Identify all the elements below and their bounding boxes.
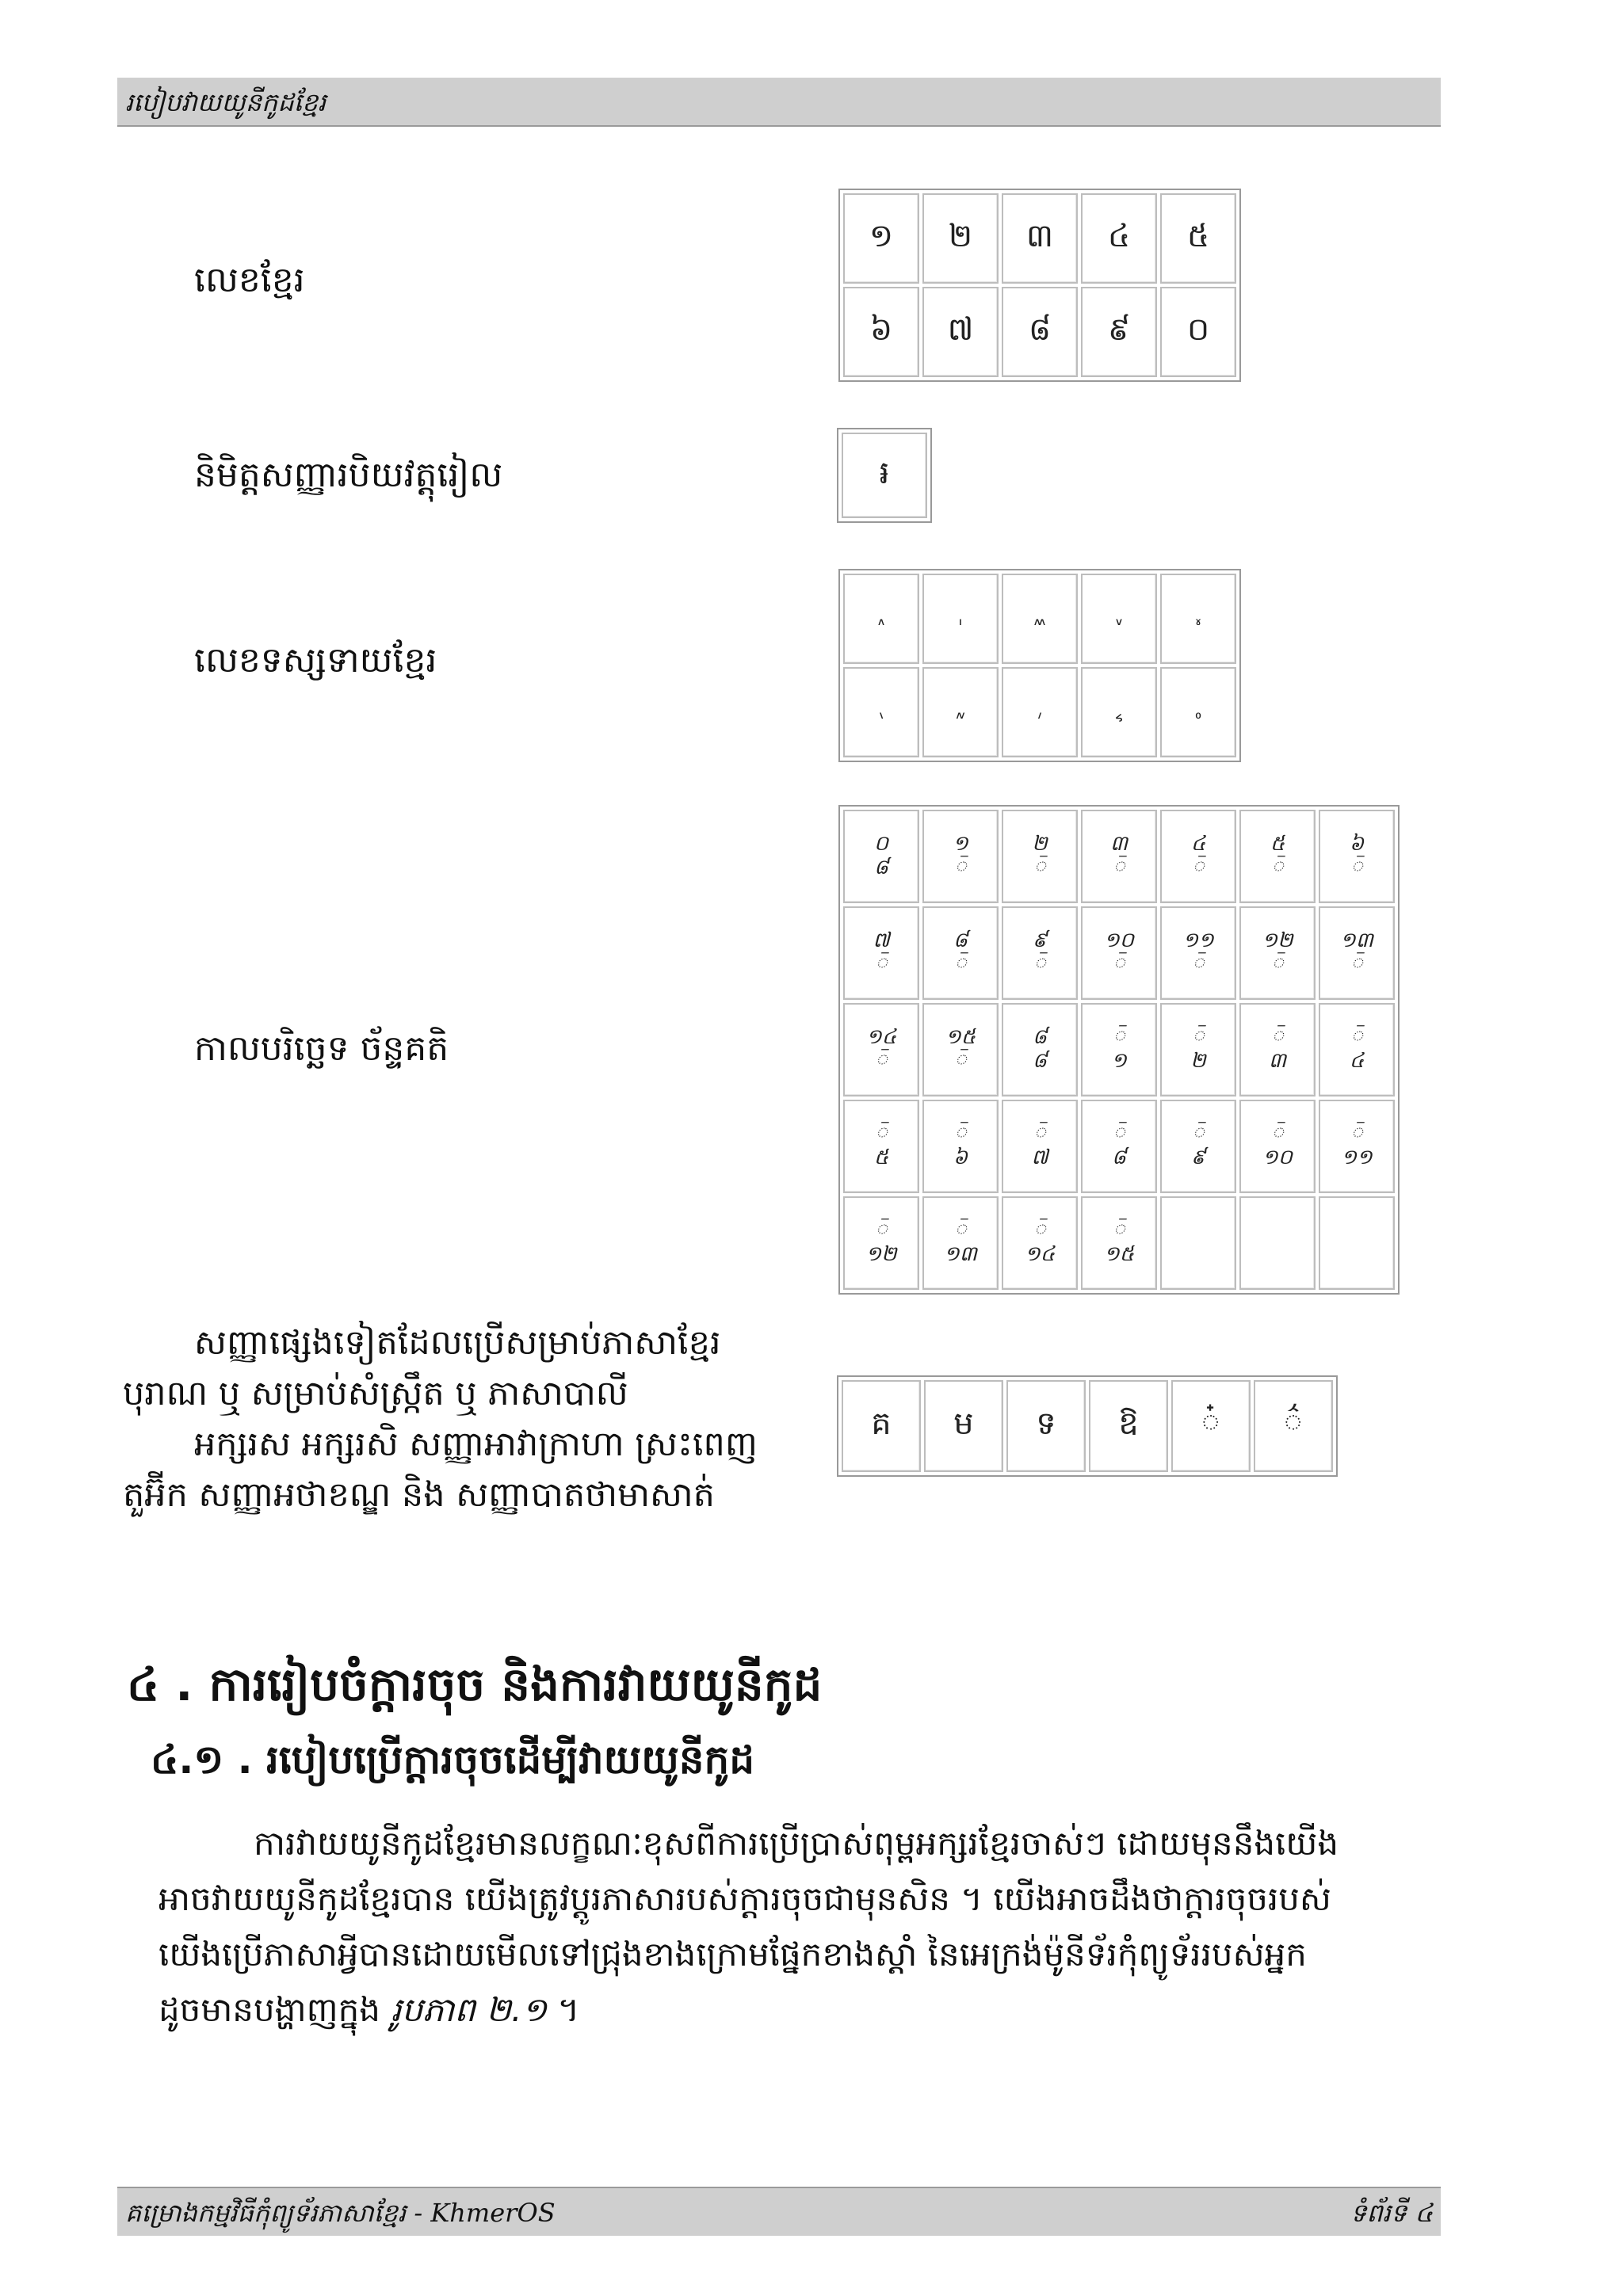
paragraph-line-3: យើងប្រើភាសាអ្វីបានដោយមើលទៅជ្រុងខាងក្រោមផ្នែកខាងស្ដាំ នៃអេក្រង់ម៉ូនីទ័រកុំព្យូទ័ររបស់អ្នក bbox=[158, 1935, 1307, 1974]
digit-cell: ៸ bbox=[1002, 667, 1078, 757]
lunar-cell: ២ ៑ bbox=[1002, 810, 1078, 903]
symbol-cell: ទ bbox=[1006, 1380, 1086, 1472]
lunar-dates-table bbox=[838, 805, 1400, 1295]
table-row bbox=[843, 193, 1236, 284]
lunar-cell: ១៣ ៑ bbox=[1319, 906, 1395, 1000]
lunar-cell: ១២ ៑ bbox=[1239, 906, 1316, 1000]
lunar-dates-label: កាលបរិច្ឆេទ ច័ន្ទគតិ bbox=[194, 1028, 449, 1069]
riel-sign-table bbox=[837, 428, 932, 523]
lunar-cell: ៑ ៧ bbox=[1002, 1100, 1078, 1193]
page-header bbox=[117, 78, 1441, 127]
khmer-digits-label: លេខខ្មែរ bbox=[194, 260, 305, 300]
lunar-cell: ៑ ១២ bbox=[843, 1196, 919, 1290]
lunar-cell: ១ ៑ bbox=[922, 810, 999, 903]
lunar-cell: ៦ ៑ bbox=[1319, 810, 1395, 903]
paragraph-line-4 bbox=[158, 1989, 579, 2038]
lunar-cell: ៑ ៣ bbox=[1239, 1003, 1316, 1097]
digit-cell: ៰ bbox=[1160, 667, 1236, 757]
lunar-cell: ៑ ១៤ bbox=[1002, 1196, 1078, 1290]
table-row bbox=[843, 810, 1395, 903]
digit-cell: ៲ bbox=[922, 574, 999, 664]
digit-cell: ៧ bbox=[922, 287, 999, 377]
lunar-cell: ៑ ១ bbox=[1081, 1003, 1157, 1097]
lunar-cell: ១១ ៑ bbox=[1160, 906, 1236, 1000]
paragraph-line-2: អាចវាយយូនីកូដខ្មែរបាន យើងត្រូវប្ដូរភាសារបស់ក្ដារចុចជាមុនសិន ។ យើងអាចដឹងថាក្ដារចុចរបស់ bbox=[158, 1879, 1331, 1918]
section-heading-4: ៤ . ការរៀបចំក្ដារចុច និងការវាយយូនីកូដ bbox=[127, 1657, 823, 1711]
digit-cell: ៵ bbox=[1160, 574, 1236, 664]
symbol-cell: ម bbox=[924, 1380, 1003, 1472]
lunar-cell: ៧ ៑ bbox=[843, 906, 919, 1000]
section-heading-4-1: ៤.១ . របៀបប្រើក្ដារចុចដើម្បីវាយយូនីកូដ bbox=[151, 1737, 755, 1783]
table-row bbox=[843, 1100, 1395, 1193]
digit-cell: ១ bbox=[843, 193, 919, 284]
digit-cell: ៣ bbox=[1002, 193, 1078, 284]
khmer-digits-table bbox=[838, 189, 1241, 382]
page-footer bbox=[117, 2187, 1441, 2236]
header-title: របៀបវាយយូនីកូដខ្មែរ bbox=[125, 87, 327, 117]
other-signs-line-3: អក្សរស អក្សរសិ សញ្ញាអាវាក្រាហា ស្រះពេញ bbox=[194, 1425, 758, 1464]
digit-cell: ៹ bbox=[1081, 667, 1157, 757]
digit-cell: ០ bbox=[1160, 287, 1236, 377]
paragraph-line-1: ការវាយយូនីកូដខ្មែរមានលក្ខណៈខុសពីការប្រើប្រាស់ពុម្ពអក្សរខ្មែរចាស់ៗ ដោយមុននឹងយើង bbox=[254, 1824, 1339, 1863]
digit-cell: ៩ bbox=[1081, 287, 1157, 377]
paragraph-text: ។ bbox=[547, 1990, 580, 2029]
old-digits-table bbox=[838, 569, 1241, 762]
digit-cell: ៱ bbox=[843, 574, 919, 664]
lunar-cell bbox=[1160, 1196, 1236, 1290]
lunar-cell: ៑ ១១ bbox=[1319, 1100, 1395, 1193]
digit-cell: ៶ bbox=[843, 667, 919, 757]
table-row bbox=[843, 667, 1236, 757]
symbol-cell: ៎ bbox=[1171, 1380, 1251, 1472]
table-row bbox=[843, 906, 1395, 1000]
digit-cell: ៤ bbox=[1081, 193, 1157, 284]
lunar-cell: ១៥ ៑ bbox=[922, 1003, 999, 1097]
table-row bbox=[842, 1380, 1333, 1472]
symbol-cell: ៌ bbox=[1254, 1380, 1333, 1472]
digit-cell: ៷ bbox=[922, 667, 999, 757]
other-signs-line-1: សញ្ញាផ្សេងទៀតដែលប្រើសម្រាប់ភាសាខ្មែរ bbox=[194, 1323, 721, 1363]
old-digits-label: លេខទស្សទាយខ្មែរ bbox=[194, 640, 437, 681]
table-row bbox=[843, 1003, 1395, 1097]
digit-cell: ៨ bbox=[1002, 287, 1078, 377]
lunar-cell: ៩ ៑ bbox=[1002, 906, 1078, 1000]
table-row bbox=[843, 287, 1236, 377]
table-row bbox=[843, 1196, 1395, 1290]
lunar-cell: ៣ ៑ bbox=[1081, 810, 1157, 903]
symbol-cell: គ bbox=[842, 1380, 921, 1472]
lunar-cell: ៑ ១០ bbox=[1239, 1100, 1316, 1193]
lunar-cell: ៑ ៤ bbox=[1319, 1003, 1395, 1097]
lunar-cell: ៤ ៑ bbox=[1160, 810, 1236, 903]
lunar-cell: ៑ ១៥ bbox=[1081, 1196, 1157, 1290]
symbol-cell: ឱ bbox=[1089, 1380, 1168, 1472]
symbol-cell: ៛ bbox=[842, 433, 927, 518]
other-signs-line-2: បុរាណ ឬ សម្រាប់សំស្ក្រឹត ឬ ភាសាបាលី bbox=[123, 1374, 628, 1413]
paragraph-text: ដូចមានបង្ហាញក្នុង bbox=[158, 1990, 391, 2029]
lunar-cell: ០ ៨ bbox=[843, 810, 919, 903]
lunar-cell: ៑ ១៣ bbox=[922, 1196, 999, 1290]
table-row bbox=[842, 433, 927, 518]
lunar-cell: ១០ ៑ bbox=[1081, 906, 1157, 1000]
digit-cell: ២ bbox=[922, 193, 999, 284]
digit-cell: ៥ bbox=[1160, 193, 1236, 284]
figure-reference-link[interactable]: រូបភាព ២.១ bbox=[391, 1990, 548, 2029]
lunar-cell: ៑ ៨ bbox=[1081, 1100, 1157, 1193]
table-row bbox=[843, 574, 1236, 664]
lunar-cell: ៑ ២ bbox=[1160, 1003, 1236, 1097]
lunar-cell bbox=[1239, 1196, 1316, 1290]
lunar-cell: ១៤ ៑ bbox=[843, 1003, 919, 1097]
footer-title: គម្រោងកម្មវិធីកុំព្យូទ័រភាសាខ្មែរ - KhmerOS bbox=[125, 2198, 556, 2228]
page-number: ទំព័រទី ៤ bbox=[1350, 2198, 1433, 2228]
digit-cell: ៳ bbox=[1002, 574, 1078, 664]
lunar-cell: ៥ ៑ bbox=[1239, 810, 1316, 903]
other-signs-line-4: តួអ៊ីក សញ្ញាអថាខណ្ឌ និង សញ្ញាបាតថាមាសាត់ bbox=[123, 1475, 715, 1515]
lunar-cell: ៑ ៦ bbox=[922, 1100, 999, 1193]
lunar-cell: ៑ ៩ bbox=[1160, 1100, 1236, 1193]
digit-cell: ៦ bbox=[843, 287, 919, 377]
riel-sign-label: និមិត្តសញ្ញារបិយវត្តុរៀល bbox=[194, 455, 503, 495]
lunar-cell: ៑ ៥ bbox=[843, 1100, 919, 1193]
lunar-cell: ៨ ៑ bbox=[922, 906, 999, 1000]
lunar-cell bbox=[1319, 1196, 1395, 1290]
digit-cell: ៴ bbox=[1081, 574, 1157, 664]
other-signs-table bbox=[837, 1375, 1338, 1477]
lunar-cell: ៨ ៨ bbox=[1002, 1003, 1078, 1097]
